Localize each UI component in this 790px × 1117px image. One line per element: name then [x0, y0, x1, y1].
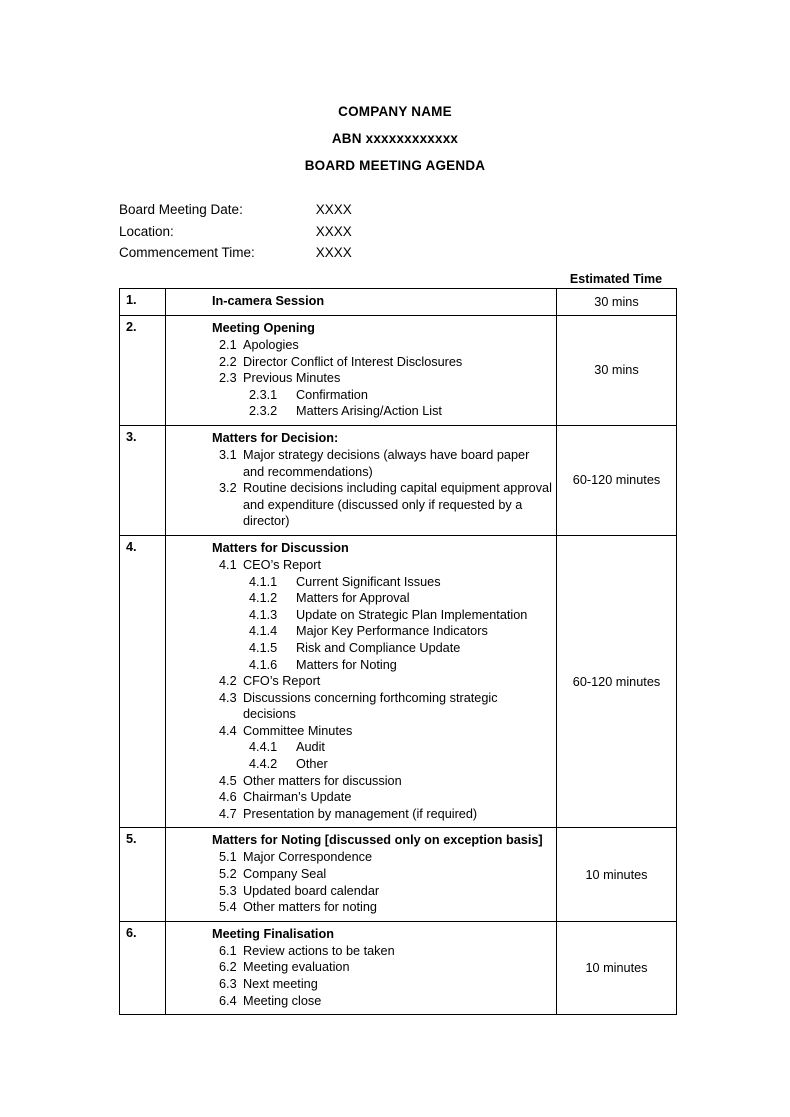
commencement-time-value: XXXX: [315, 245, 352, 260]
agenda-sub-item: [219, 723, 552, 740]
agenda-sub-item-number: 4.1.1: [249, 574, 278, 589]
agenda-sub-item: [219, 557, 552, 574]
agenda-sub-item-text: Company Seal: [243, 867, 327, 882]
agenda-sub-item-text: Major strategy decisions (always have board paper and recommendations): [243, 447, 530, 479]
meeting-detail-row: [119, 242, 579, 264]
agenda-table: [119, 288, 677, 1015]
agenda-sub-item: [249, 590, 552, 607]
agenda-sub-item-number: 4.4.2: [249, 757, 278, 772]
agenda-sub-item-text: Next meeting: [243, 977, 318, 991]
agenda-sub-item: [249, 756, 552, 773]
agenda-sub-item-number: 5.4: [219, 900, 237, 915]
agenda-item-content: [166, 828, 557, 921]
agenda-row: [120, 316, 677, 426]
estimated-time-caption: Estimated Time: [569, 272, 663, 286]
agenda-sub-item-text: CEO’s Report: [243, 557, 322, 572]
agenda-sub-item-text: Major Correspondence: [243, 850, 373, 865]
agenda-sub-item: [219, 673, 552, 690]
agenda-sub-item-text: Updated board calendar: [243, 883, 380, 898]
agenda-item-number: 3.: [120, 425, 166, 535]
agenda-sub-item-number: 2.1: [219, 338, 237, 352]
agenda-sub-item: [219, 849, 552, 866]
agenda-sub-item-text: Review actions to be taken: [243, 943, 395, 958]
agenda-item-number: 2.: [120, 316, 166, 426]
meeting-detail-row: [119, 199, 579, 221]
agenda-section-title: Matters for Noting [discussed only on exception basis]: [212, 833, 543, 848]
agenda-sub-item-text: Other matters for discussion: [243, 773, 402, 788]
agenda-sub-item: [249, 403, 552, 420]
agenda-row: [120, 289, 677, 316]
agenda-sub-item-text: Matters Arising/Action List: [296, 404, 442, 419]
agenda-sub-item-text: Other matters for noting: [243, 900, 377, 915]
document-heading: [0, 98, 790, 179]
agenda-sub-item-number: 4.4: [219, 723, 237, 738]
agenda-estimated-time: 10 minutes: [557, 921, 677, 1014]
agenda-estimated-time: 60-120 minutes: [557, 535, 677, 828]
agenda-sub-item-number: 6.2: [219, 960, 237, 975]
agenda-sub-item-text: Confirmation: [296, 387, 368, 402]
agenda-item-content: [166, 921, 557, 1014]
agenda-sub-item: [219, 370, 552, 387]
location-value: XXXX: [315, 223, 352, 239]
agenda-sub-item-text: Risk and Compliance Update: [296, 640, 461, 655]
agenda-estimated-time: 60-120 minutes: [557, 425, 677, 535]
agenda-sub-item-text: Update on Strategic Plan Implementation: [296, 607, 528, 622]
agenda-sub-item: [219, 354, 552, 371]
agenda-sub-item-number: 3.2: [219, 481, 237, 496]
agenda-sub-item-text: Meeting evaluation: [243, 960, 350, 975]
agenda-sub-item-text: CFO’s Report: [243, 674, 321, 689]
agenda-sub-item-text: Meeting close: [243, 993, 322, 1008]
agenda-sub-item: [249, 574, 552, 591]
agenda-sub-item-number: 2.3.1: [249, 387, 278, 402]
meeting-details: [119, 199, 579, 264]
agenda-sub-item-text: Major Key Performance Indicators: [296, 624, 488, 639]
agenda-sub-item-text: Audit: [296, 740, 325, 755]
agenda-item-number: 1.: [120, 289, 166, 316]
meeting-detail-row: [119, 221, 579, 243]
agenda-sub-item: [219, 806, 552, 823]
agenda-sub-item-number: 4.6: [219, 790, 237, 805]
agenda-sub-item-number: 2.3.2: [249, 404, 278, 419]
agenda-item-content: [166, 316, 557, 426]
agenda-sub-item: [249, 739, 552, 756]
meeting-date-value: XXXX: [315, 202, 352, 217]
agenda-sub-item-number: 4.1.4: [249, 624, 278, 639]
agenda-sub-item-text: Presentation by management (if required): [243, 806, 478, 821]
agenda-section-title: Matters for Decision:: [212, 430, 339, 445]
location-label: Location:: [119, 223, 174, 239]
agenda-sub-item: [219, 337, 552, 354]
agenda-sub-item-text: Discussions concerning forthcoming strategic decisions: [243, 690, 498, 722]
agenda-sub-item-text: Committee Minutes: [243, 723, 353, 738]
agenda-estimated-time: 30 mins: [557, 289, 677, 316]
agenda-sub-item-number: 4.4.1: [249, 740, 278, 755]
agenda-row: [120, 828, 677, 921]
agenda-sub-item: [249, 607, 552, 624]
agenda-sub-item-number: 3.1: [219, 447, 237, 462]
agenda-sub-item-text: Matters for Noting: [296, 657, 397, 672]
agenda-sub-item: [249, 640, 552, 657]
agenda-sub-item-text: Matters for Approval: [296, 591, 410, 606]
agenda-sub-item-number: 4.1.2: [249, 591, 278, 606]
agenda-section-title: Meeting Finalisation: [212, 926, 334, 941]
agenda-sub-item-number: 4.1: [219, 557, 237, 572]
agenda-sub-item: [249, 387, 552, 404]
agenda-row: [120, 921, 677, 1014]
agenda-sub-item: [219, 883, 552, 900]
agenda-row: [120, 425, 677, 535]
agenda-sub-item-number: 4.7: [219, 806, 237, 821]
agenda-sub-item-number: 4.1.3: [249, 607, 278, 622]
agenda-sub-item-text: Other: [296, 757, 328, 772]
agenda-sub-item: [249, 657, 552, 674]
agenda-sub-item-number: 6.4: [219, 993, 237, 1008]
agenda-item-number: 5.: [120, 828, 166, 921]
agenda-sub-item-text: Current Significant Issues: [296, 574, 441, 589]
agenda-sub-item-number: 4.2: [219, 674, 237, 689]
agenda-sub-item-number: 2.3: [219, 371, 237, 386]
agenda-sub-item-text: Previous Minutes: [243, 371, 341, 386]
agenda-row: [120, 535, 677, 828]
document-title: BOARD MEETING AGENDA: [304, 158, 486, 173]
agenda-item-number: 6.: [120, 921, 166, 1014]
agenda-sub-item-number: 4.5: [219, 773, 237, 788]
agenda-sub-item-number: 4.3: [219, 690, 237, 705]
agenda-sub-item-number: 5.3: [219, 883, 237, 898]
agenda-sub-item-number: 2.2: [219, 354, 237, 369]
meeting-date-label: Board Meeting Date:: [119, 202, 243, 217]
agenda-sub-item-number: 4.1.6: [249, 657, 278, 672]
agenda-sub-item-text: Chairman’s Update: [243, 790, 352, 805]
agenda-item-content: [166, 425, 557, 535]
agenda-estimated-time: 30 mins: [557, 316, 677, 426]
agenda-sub-item-number: 4.1.5: [249, 640, 278, 655]
abn-line: ABN xxxxxxxxxxxx: [331, 131, 459, 146]
agenda-item-content: [166, 535, 557, 828]
agenda-sub-item: [219, 447, 552, 480]
agenda-section-title: Meeting Opening: [212, 321, 315, 335]
agenda-sub-item: [219, 899, 552, 916]
agenda-sub-item: [219, 993, 552, 1010]
agenda-item-content: [166, 289, 557, 316]
agenda-item-number: 4.: [120, 535, 166, 828]
agenda-sub-item: [219, 976, 552, 993]
agenda-sub-item-text: Routine decisions including capital equipment approval and expenditure (discussed only if requested by a director): [243, 481, 552, 529]
agenda-sub-item: [219, 773, 552, 790]
agenda-sub-item: [219, 690, 552, 723]
agenda-sub-item: [219, 866, 552, 883]
agenda-estimated-time: 10 minutes: [557, 828, 677, 921]
company-name: COMPANY NAME: [338, 104, 452, 119]
commencement-time-label: Commencement Time:: [119, 245, 255, 260]
agenda-sub-item-number: 6.1: [219, 943, 237, 958]
agenda-sub-item-text: Apologies: [243, 338, 299, 352]
agenda-sub-item: [249, 623, 552, 640]
agenda-section-title: Matters for Discussion: [212, 540, 349, 555]
agenda-sub-item-number: 5.1: [219, 850, 237, 865]
agenda-sub-item: [219, 959, 552, 976]
agenda-sub-item-number: 5.2: [219, 867, 237, 882]
agenda-sub-item: [219, 480, 552, 530]
agenda-sub-item: [219, 789, 552, 806]
agenda-sub-item-number: 6.3: [219, 977, 237, 991]
agenda-sub-item-text: Director Conflict of Interest Disclosures: [243, 354, 463, 369]
agenda-section-title: In-camera Session: [212, 294, 325, 308]
agenda-sub-item: [219, 943, 552, 960]
